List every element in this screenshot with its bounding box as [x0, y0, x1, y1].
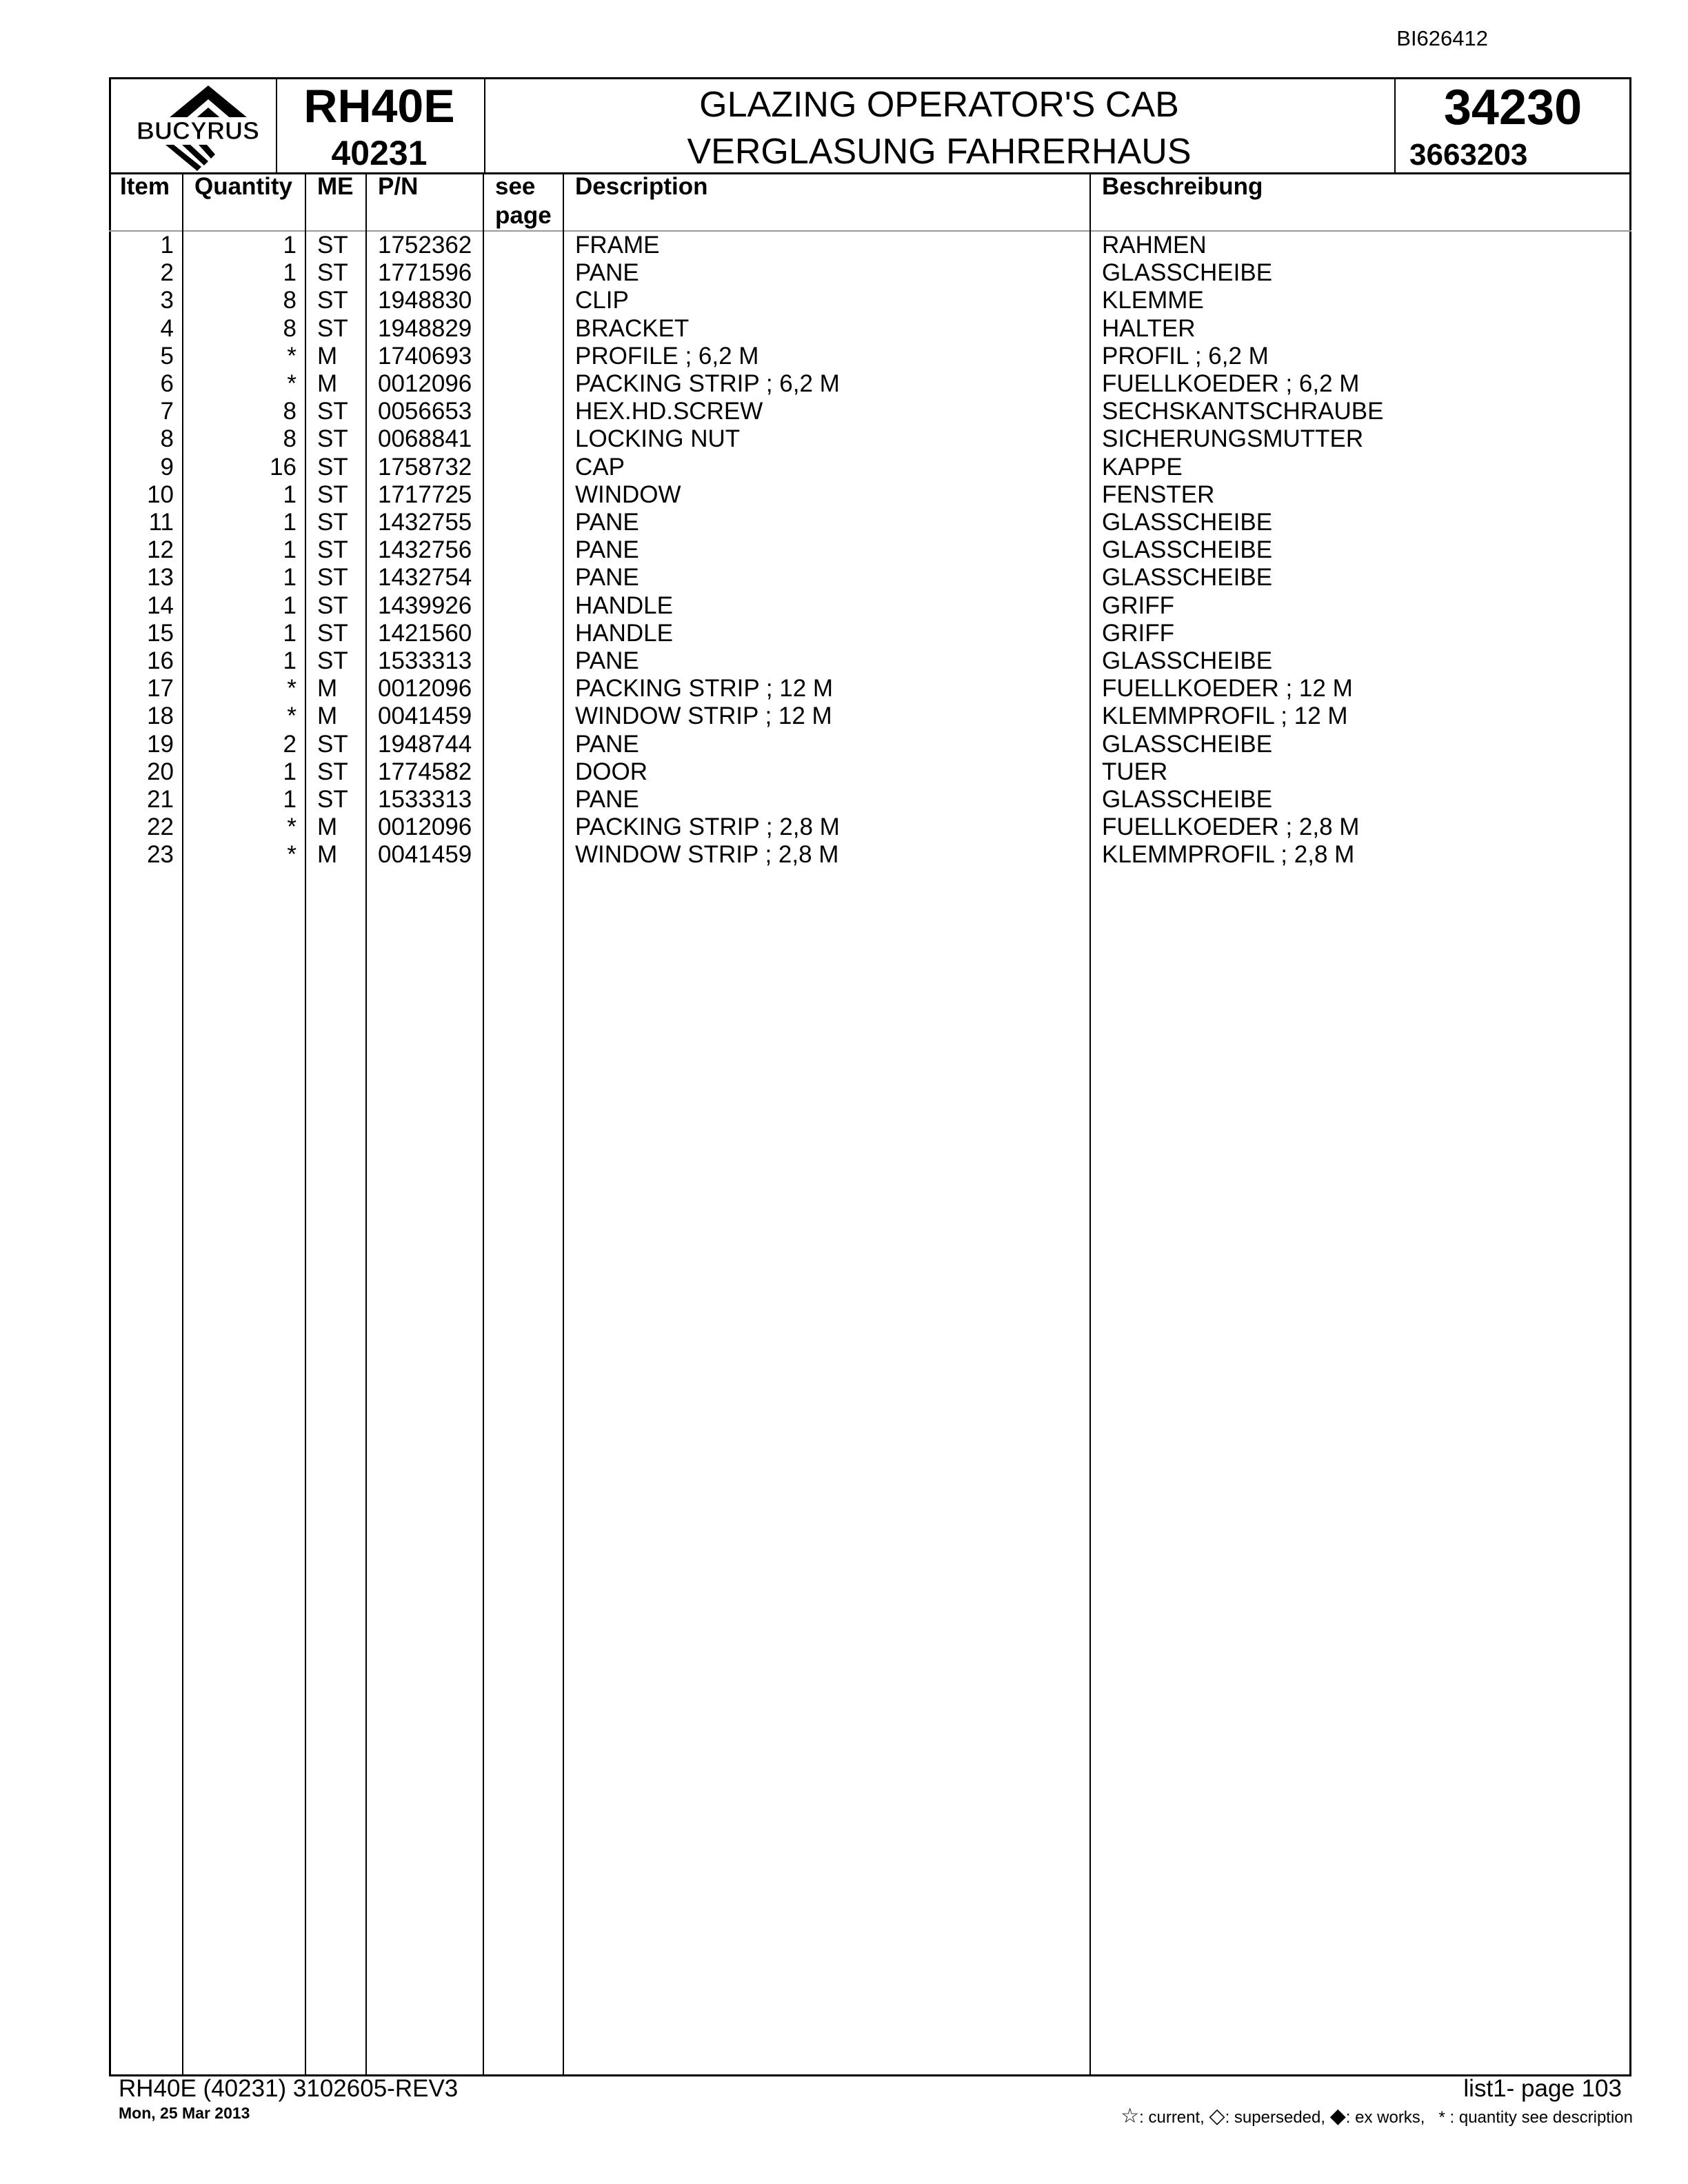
group-block: [1396, 77, 1630, 174]
row-beschreibung: TUER: [1102, 758, 1168, 785]
row-item: 7: [160, 398, 174, 425]
row-pn: 0041459: [378, 841, 472, 869]
row-me: ST: [317, 619, 348, 647]
bucyrus-logo: [120, 80, 276, 174]
row-pn: 1432756: [378, 536, 472, 564]
col-line-item: [182, 172, 183, 2076]
row-description: HANDLE: [575, 592, 673, 619]
row-pn: 1439926: [378, 592, 472, 619]
row-beschreibung: PROFIL ; 6,2 M: [1102, 342, 1269, 370]
row-pn: 0056653: [378, 398, 472, 425]
row-pn: 1717725: [378, 481, 472, 508]
row-item: 12: [147, 536, 174, 564]
row-me: ST: [317, 730, 348, 758]
footer-page: list1- page 103: [1463, 2075, 1622, 2102]
row-quantity: 1: [283, 536, 297, 564]
row-description: CLIP: [575, 287, 629, 314]
row-pn: 1771596: [378, 259, 472, 287]
row-description: PACKING STRIP ; 12 M: [575, 675, 834, 702]
model-name: RH40E: [303, 80, 455, 132]
row-me: M: [317, 675, 338, 702]
row-description: PANE: [575, 647, 639, 674]
row-pn: 1948830: [378, 287, 472, 314]
row-me: ST: [317, 481, 348, 508]
col-header-me: ME: [317, 173, 354, 200]
row-me: ST: [317, 536, 348, 564]
row-me: M: [317, 813, 338, 841]
row-quantity: *: [287, 675, 297, 702]
row-item: 4: [160, 314, 174, 342]
row-pn: 1533313: [378, 647, 472, 674]
row-me: ST: [317, 398, 348, 425]
row-me: ST: [317, 287, 348, 314]
row-me: ST: [317, 232, 348, 259]
row-item: 10: [147, 481, 174, 508]
row-me: ST: [317, 786, 348, 813]
row-beschreibung: FUELLKOEDER ; 12 M: [1102, 675, 1353, 702]
row-pn: 1752362: [378, 232, 472, 259]
row-pn: 1432755: [378, 509, 472, 536]
row-description: PANE: [575, 509, 639, 536]
row-beschreibung: GLASSCHEIBE: [1102, 259, 1273, 287]
row-quantity: 1: [283, 564, 297, 592]
col-line-me: [365, 172, 367, 2076]
row-pn: 0012096: [378, 370, 472, 397]
row-description: PANE: [575, 730, 639, 758]
row-item: 21: [147, 786, 174, 813]
row-me: ST: [317, 509, 348, 536]
row-description: PANE: [575, 564, 639, 592]
row-description: PANE: [575, 786, 639, 813]
col-header-item: Item: [120, 173, 170, 200]
row-me: ST: [317, 259, 348, 287]
row-description: PACKING STRIP ; 6,2 M: [575, 370, 840, 397]
col-header-quantity: Quantity: [194, 173, 292, 200]
row-me: M: [317, 702, 338, 730]
model-number: 40231: [331, 134, 428, 172]
row-quantity: 2: [283, 730, 297, 758]
row-item: 20: [147, 758, 174, 785]
row-quantity: 1: [283, 592, 297, 619]
row-description: WINDOW: [575, 481, 681, 508]
row-beschreibung: KAPPE: [1102, 453, 1183, 481]
row-me: ST: [317, 758, 348, 785]
row-beschreibung: RAHMEN: [1102, 232, 1207, 259]
row-beschreibung: GRIFF: [1102, 619, 1174, 647]
row-me: M: [317, 342, 338, 370]
row-item: 16: [147, 647, 174, 674]
row-me: ST: [317, 647, 348, 674]
row-quantity: 8: [283, 398, 297, 425]
row-description: PACKING STRIP ; 2,8 M: [575, 813, 840, 841]
row-pn: 1774582: [378, 758, 472, 785]
row-beschreibung: KLEMMPROFIL ; 12 M: [1102, 702, 1348, 730]
row-quantity: 8: [283, 314, 297, 342]
row-me: ST: [317, 314, 348, 342]
row-beschreibung: KLEMMPROFIL ; 2,8 M: [1102, 841, 1355, 869]
row-beschreibung: FUELLKOEDER ; 6,2 M: [1102, 370, 1360, 397]
row-description: PANE: [575, 259, 639, 287]
row-item: 15: [147, 619, 174, 647]
row-pn: 1421560: [378, 619, 472, 647]
row-quantity: 1: [283, 786, 297, 813]
title-block: [485, 77, 1393, 174]
legend-ex-works: : ex works,: [1345, 2108, 1425, 2127]
col-header-see: see: [495, 173, 536, 200]
row-item: 22: [147, 813, 174, 841]
row-beschreibung: GLASSCHEIBE: [1102, 647, 1273, 674]
row-quantity: 1: [283, 647, 297, 674]
row-pn: 1758732: [378, 453, 472, 481]
col-header-pn: P/N: [378, 173, 419, 200]
row-item: 14: [147, 592, 174, 619]
row-pn: 0068841: [378, 425, 472, 453]
footer-legend: [1121, 2104, 1633, 2128]
row-beschreibung: GRIFF: [1102, 592, 1174, 619]
row-item: 5: [160, 342, 174, 370]
row-pn: 1948829: [378, 314, 472, 342]
row-me: ST: [317, 564, 348, 592]
row-item: 19: [147, 730, 174, 758]
row-beschreibung: GLASSCHEIBE: [1102, 786, 1273, 813]
col-header-page: page: [495, 202, 552, 229]
row-item: 3: [160, 287, 174, 314]
row-quantity: 1: [283, 232, 297, 259]
row-quantity: *: [287, 370, 297, 397]
col-header-description: Description: [575, 173, 708, 200]
row-beschreibung: GLASSCHEIBE: [1102, 509, 1273, 536]
col-line-qty: [305, 172, 306, 2076]
row-item: 17: [147, 675, 174, 702]
row-quantity: *: [287, 813, 297, 841]
row-description: WINDOW STRIP ; 2,8 M: [575, 841, 839, 869]
svg-text:BUCYRUS: BUCYRUS: [136, 117, 260, 145]
row-pn: 0012096: [378, 675, 472, 702]
row-quantity: 1: [283, 758, 297, 785]
row-quantity: 8: [283, 425, 297, 453]
row-pn: 0012096: [378, 813, 472, 841]
row-quantity: 16: [270, 453, 297, 481]
legend-quantity: * : quantity see description: [1438, 2108, 1633, 2127]
row-description: WINDOW STRIP ; 12 M: [575, 702, 832, 730]
row-quantity: *: [287, 841, 297, 869]
row-pn: 1948744: [378, 730, 472, 758]
row-beschreibung: SICHERUNGSMUTTER: [1102, 425, 1364, 453]
row-beschreibung: GLASSCHEIBE: [1102, 564, 1273, 592]
row-beschreibung: SECHSKANTSCHRAUBE: [1102, 398, 1384, 425]
row-beschreibung: HALTER: [1102, 314, 1196, 342]
row-me: M: [317, 370, 338, 397]
row-quantity: 1: [283, 259, 297, 287]
title-english: GLAZING OPERATOR'S CAB: [699, 85, 1179, 125]
footer-reference: RH40E (40231) 3102605-REV3: [119, 2075, 459, 2102]
row-beschreibung: GLASSCHEIBE: [1102, 730, 1273, 758]
model-block: [276, 77, 483, 174]
group-sub-number: 3663203: [1409, 138, 1528, 172]
row-description: HEX.HD.SCREW: [575, 398, 763, 425]
row-quantity: *: [287, 702, 297, 730]
row-me: ST: [317, 592, 348, 619]
row-item: 8: [160, 425, 174, 453]
row-quantity: 1: [283, 619, 297, 647]
row-item: 13: [147, 564, 174, 592]
row-description: CAP: [575, 453, 625, 481]
row-pn: 1432754: [378, 564, 472, 592]
row-beschreibung: FENSTER: [1102, 481, 1215, 508]
row-beschreibung: KLEMME: [1102, 287, 1204, 314]
legend-superseded: : superseded,: [1225, 2108, 1326, 2127]
footer-date: Mon, 25 Mar 2013: [119, 2104, 250, 2122]
row-item: 9: [160, 453, 174, 481]
row-pn: 1533313: [378, 786, 472, 813]
row-quantity: 1: [283, 481, 297, 508]
row-description: FRAME: [575, 232, 660, 259]
row-quantity: 1: [283, 509, 297, 536]
row-pn: 1740693: [378, 342, 472, 370]
row-me: ST: [317, 453, 348, 481]
diamond-outline-icon: ◇: [1209, 2105, 1225, 2127]
row-description: PROFILE ; 6,2 M: [575, 342, 759, 370]
col-line-seepage: [563, 172, 564, 2076]
row-description: DOOR: [575, 758, 647, 785]
row-item: 23: [147, 841, 174, 869]
row-beschreibung: FUELLKOEDER ; 2,8 M: [1102, 813, 1360, 841]
row-item: 2: [160, 259, 174, 287]
legend-current: : current,: [1139, 2108, 1205, 2127]
row-me: M: [317, 841, 338, 869]
row-description: PANE: [575, 536, 639, 564]
document-code: BI626412: [1396, 26, 1488, 50]
diamond-filled-icon: ◆: [1329, 2105, 1346, 2127]
row-item: 1: [160, 232, 174, 259]
row-description: BRACKET: [575, 314, 690, 342]
title-german: VERGLASUNG FAHRERHAUS: [687, 132, 1192, 172]
row-pn: 0041459: [378, 702, 472, 730]
star-outline-icon: ☆: [1121, 2105, 1140, 2127]
row-description: HANDLE: [575, 619, 673, 647]
row-quantity: 8: [283, 287, 297, 314]
row-item: 18: [147, 702, 174, 730]
row-me: ST: [317, 425, 348, 453]
col-line-desc: [1089, 172, 1091, 2076]
row-item: 6: [160, 370, 174, 397]
row-quantity: *: [287, 342, 297, 370]
row-beschreibung: GLASSCHEIBE: [1102, 536, 1273, 564]
row-description: LOCKING NUT: [575, 425, 741, 453]
row-item: 11: [148, 509, 174, 536]
group-number: 34230: [1443, 80, 1582, 135]
col-header-beschreibung: Beschreibung: [1102, 173, 1263, 200]
col-line-pn: [483, 172, 484, 2076]
